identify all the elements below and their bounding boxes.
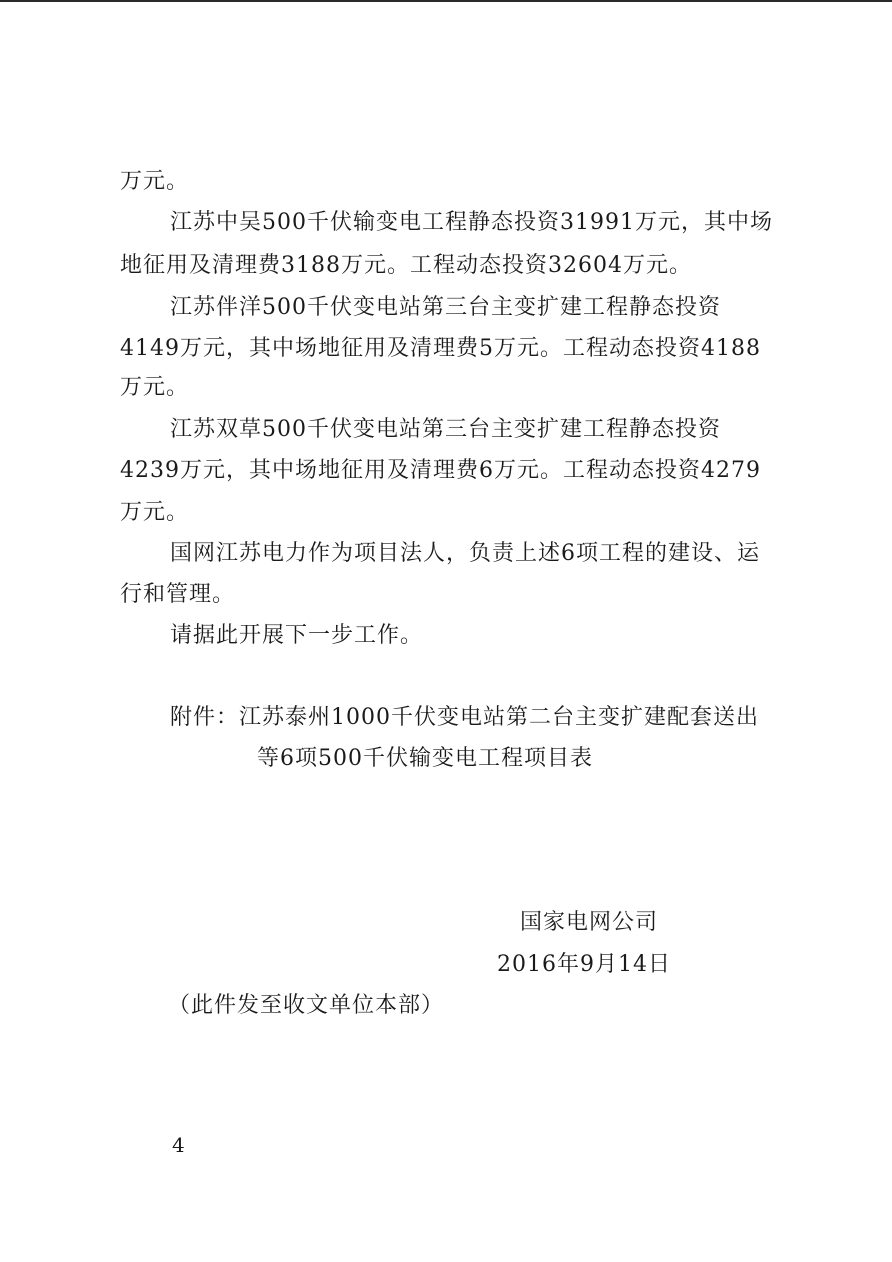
- page-number: 4: [172, 1133, 185, 1157]
- attachment-line: 等6项500千伏输变电工程项目表: [257, 746, 593, 771]
- distribution-note: （此件发至收文单位本部）: [168, 993, 445, 1018]
- text-line: 行和管理。: [120, 582, 236, 607]
- attachment-line: 附件：江苏泰州1000千伏变电站第二台主变扩建配套送出: [170, 705, 759, 730]
- text-line: 江苏双草500千伏变电站第三台主变扩建工程静态投资: [170, 417, 721, 442]
- signature-organization: 国家电网公司: [520, 910, 659, 935]
- text-line: 4239万元，其中场地征用及清理费6万元。工程动态投资4279: [120, 458, 761, 483]
- text-line: 江苏伴洋500千伏变电站第三台主变扩建工程静态投资: [170, 295, 721, 320]
- text-line: 万元。: [120, 169, 190, 194]
- text-line: 国网江苏电力作为项目法人，负责上述6项工程的建设、运: [170, 541, 760, 566]
- text-line: 4149万元，其中场地征用及清理费5万元。工程动态投资4188: [120, 336, 761, 361]
- text-line: 万元。: [120, 500, 190, 525]
- top-border-line: [0, 0, 892, 2]
- text-line: 请据此开展下一步工作。: [170, 623, 424, 648]
- text-line: 万元。: [120, 375, 190, 400]
- signature-date: 2016年9月14日: [497, 952, 671, 977]
- text-line: 地征用及清理费3188万元。工程动态投资32604万元。: [120, 253, 692, 278]
- text-line: 江苏中吴500千伏输变电工程静态投资31991万元，其中场: [170, 210, 773, 235]
